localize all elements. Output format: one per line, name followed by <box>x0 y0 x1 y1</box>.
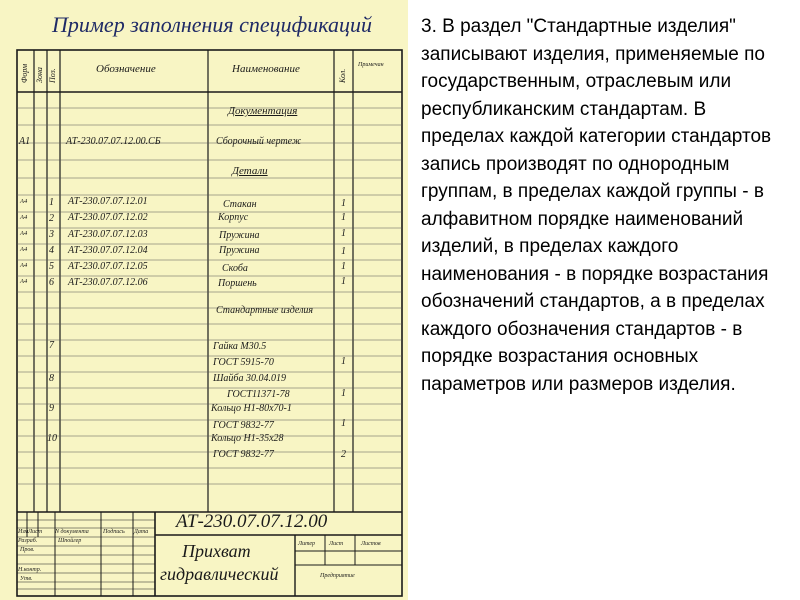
label-enterprise: Предприятие <box>320 573 355 579</box>
label-sheet: Лист <box>329 541 344 547</box>
row-format: А1 <box>19 136 31 147</box>
row-position: 5 <box>49 261 54 272</box>
label-norm-control: Н.контр. <box>18 567 42 573</box>
row-position: 2 <box>49 213 54 224</box>
row-name: Сборочный чертеж <box>216 136 302 147</box>
col-sheet: Лист <box>28 529 43 535</box>
row-position: 3 <box>49 229 54 240</box>
row-name: Пружина <box>219 230 260 241</box>
section-parts: Детали <box>232 165 268 177</box>
row-designation: АТ-230.07.07.12.05 <box>68 261 148 272</box>
item-name-line2: гидравлический <box>160 564 279 584</box>
developer-name: Шпойгер <box>58 538 82 544</box>
row-format: А4 <box>20 246 28 253</box>
row-qty: 1 <box>341 388 346 399</box>
row-designation: АТ-230.07.07.12.02 <box>68 212 148 223</box>
label-checked: Пров. <box>20 547 35 553</box>
row-designation: АТ-230.07.07.12.03 <box>68 229 148 240</box>
label-approved: Утв. <box>20 576 33 582</box>
header-name: Наименование <box>232 63 300 75</box>
row-designation: АТ-230.07.07.12.04 <box>68 245 148 256</box>
row-name: Шайба 30.04.019 <box>213 373 286 384</box>
header-designation: Обозначение <box>96 63 156 75</box>
label-letter: Литер <box>298 541 316 547</box>
row-designation: АТ-230.07.07.12.06 <box>68 277 148 288</box>
col-doc: N документа <box>55 529 89 535</box>
row-qty: 1 <box>341 418 346 429</box>
row-qty: 1 <box>341 246 346 257</box>
col-sign: Подпись <box>103 529 125 535</box>
row-position: 4 <box>49 245 54 256</box>
row-qty: 1 <box>341 198 346 209</box>
label-developed: Разраб. <box>18 538 38 544</box>
row-format: А4 <box>20 214 28 221</box>
row-position: 9 <box>49 403 54 414</box>
row-name: Стакан <box>223 199 257 210</box>
row-name: ГОСТ11371-78 <box>227 389 290 400</box>
row-name: ГОСТ 9832-77 <box>213 420 274 431</box>
row-position: 6 <box>49 277 54 288</box>
row-qty: 1 <box>341 356 346 367</box>
header-quantity: Кол. <box>338 68 347 83</box>
row-position: 7 <box>49 340 54 351</box>
row-designation: АТ-230.07.07.12.00.СБ <box>66 136 161 147</box>
row-designation: АТ-230.07.07.12.01 <box>68 196 148 207</box>
row-name: Скоба <box>222 263 248 274</box>
section-documentation: Документация <box>228 105 298 117</box>
row-name: ГОСТ 5915-70 <box>213 357 274 368</box>
row-qty: 1 <box>341 228 346 239</box>
label-sheets: Листов <box>361 541 381 547</box>
row-format: А4 <box>20 198 28 205</box>
header-format: Форм <box>20 63 29 83</box>
row-name: Корпус <box>218 212 249 223</box>
item-name-line1: Прихват <box>182 541 251 561</box>
col-date: Дата <box>134 529 149 535</box>
row-format: А4 <box>20 230 28 237</box>
doc-number: АТ-230.07.07.12.00 <box>176 511 328 532</box>
row-name: Кольцо Н1-35х28 <box>211 433 284 444</box>
row-position: 8 <box>49 373 54 384</box>
sheet-title: Пример заполнения спецификаций <box>52 12 373 37</box>
row-name: Поршень <box>218 278 257 289</box>
row-name: ГОСТ 9832-77 <box>213 449 274 460</box>
description-text: 3. В раздел "Стандартные изделия" записывают изделия, применяемые по государственным, отраслевым или республиканским стандартам. В пределах каждой категории стандартов запись производят по однородным группам, в пределах каждой группы - в алфавитном порядке наименований изделий, в пределах каждого наименования - в порядке возрастания обозначений стандартов, а в пределах каждого обозначения стандартов - в порядке возрастания основных параметров или размеров изделия. <box>421 16 772 395</box>
row-position: 1 <box>49 197 54 208</box>
row-qty: 1 <box>341 276 346 287</box>
row-qty: 1 <box>341 261 346 272</box>
col-change: Изм <box>18 529 29 535</box>
header-zone: Зона <box>35 67 44 83</box>
row-format: А4 <box>20 262 28 269</box>
row-name: Пружина <box>219 245 260 256</box>
header-note: Примечан <box>358 62 384 68</box>
row-qty: 2 <box>341 449 346 460</box>
row-name: Гайка М30.5 <box>213 341 267 352</box>
row-qty: 1 <box>341 212 346 223</box>
row-format: А4 <box>20 278 28 285</box>
section-standard: Стандартные изделия <box>216 305 314 316</box>
header-position: Поз. <box>48 68 57 83</box>
row-position: 10 <box>47 433 57 444</box>
row-name: Кольцо Н1-80х70-1 <box>211 403 292 414</box>
